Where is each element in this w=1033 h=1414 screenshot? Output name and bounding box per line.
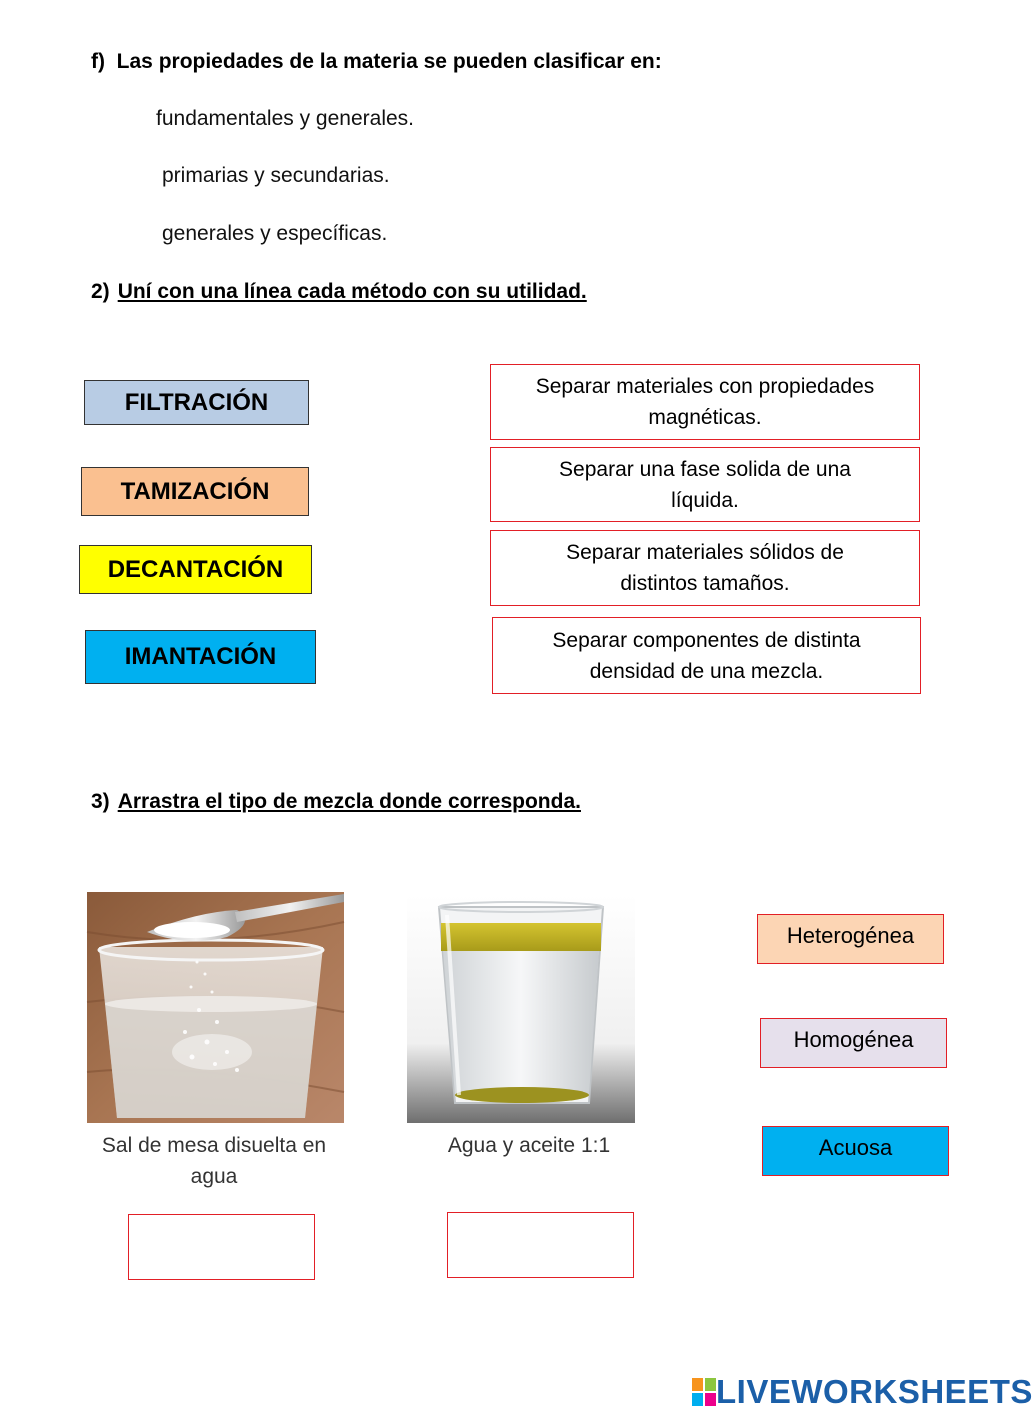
method-decantacion[interactable]: DECANTACIÓN: [79, 545, 312, 594]
drag-heterogenea[interactable]: Heterogénea: [757, 914, 944, 964]
method-filtracion[interactable]: FILTRACIÓN: [84, 380, 309, 425]
drag-acuosa[interactable]: Acuosa: [762, 1126, 949, 1176]
caption-sal: Sal de mesa disuelta en agua: [101, 1134, 327, 1188]
liveworksheets-logo: [692, 1373, 1033, 1411]
salt-water-image: [87, 892, 344, 1123]
use-tamanos[interactable]: Separar materiales sólidos de distintos tamaños.: [490, 530, 920, 606]
option-generales[interactable]: generales y específicas.: [162, 222, 388, 245]
method-imantacion[interactable]: IMANTACIÓN: [85, 630, 316, 684]
drop-zone-sal[interactable]: [128, 1214, 315, 1280]
question-f-label: f): [91, 50, 105, 73]
logo-wordmark: LIVEWORKSHEETS: [716, 1373, 1033, 1410]
option-fundamentales[interactable]: fundamentales y generales.: [156, 107, 414, 130]
water-oil-image: [407, 895, 635, 1123]
drag-homogenea[interactable]: Homogénea: [760, 1018, 947, 1068]
question-f-heading: [91, 50, 662, 74]
question-3-number: 3): [91, 790, 110, 813]
question-2-heading: [91, 280, 587, 304]
question-f-title: Las propiedades de la materia se pueden clasificar en:: [116, 50, 662, 73]
question-3-title: Arrastra el tipo de mezcla donde corresponda.: [117, 790, 581, 813]
caption-agua-aceite: Agua y aceite 1:1: [447, 1134, 611, 1157]
question-2-title: Uní con una línea cada método con su utilidad.: [117, 280, 587, 303]
use-fase-solida[interactable]: Separar una fase solida de una líquida.: [490, 447, 920, 522]
use-densidad[interactable]: Separar componentes de distinta densidad de una mezcla.: [492, 617, 921, 694]
option-primarias[interactable]: primarias y secundarias.: [162, 164, 390, 187]
logo-mark-icon: [692, 1378, 716, 1406]
question-2-number: 2): [91, 280, 110, 303]
use-magneticas[interactable]: Separar materiales con propiedades magnéticas.: [490, 364, 920, 440]
drop-zone-agua-aceite[interactable]: [447, 1212, 634, 1278]
question-3-heading: [91, 790, 581, 814]
method-tamizacion[interactable]: TAMIZACIÓN: [81, 467, 309, 516]
